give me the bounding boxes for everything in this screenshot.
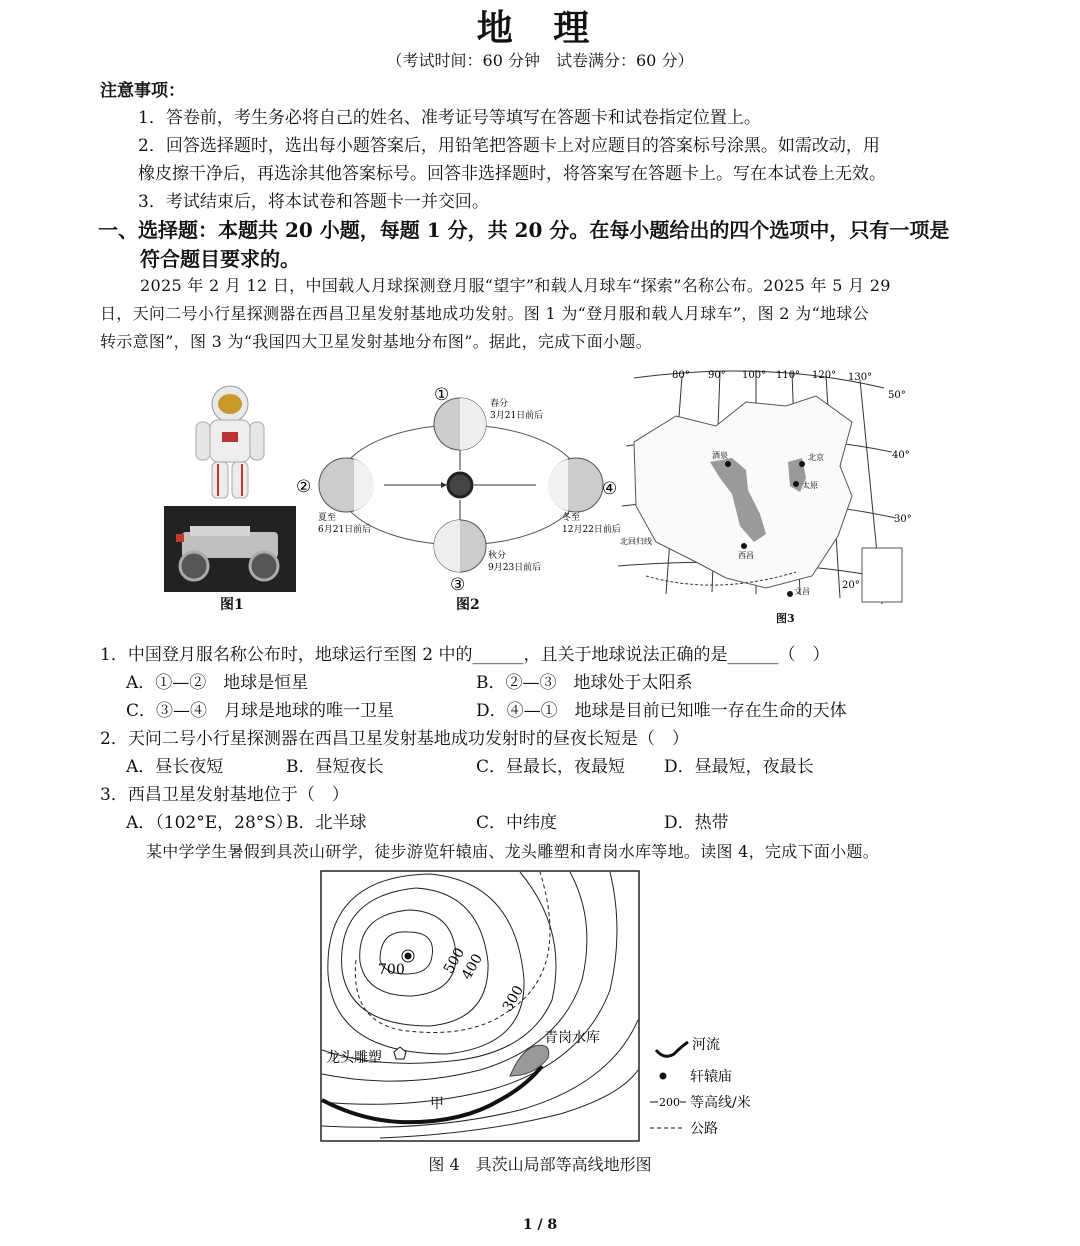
notes-item-3: 3．考试结束后，将本试卷和答题卡一并交回。 — [138, 192, 489, 212]
question-3-stem: 3．西昌卫星发射基地位于（ ） — [100, 785, 349, 805]
passage-line-1: 2025 年 2 月 12 日，中国载人月球探测登月服“望宇”和载人月球车“探索”名称公布。2025 年 5 月 29 — [140, 276, 891, 295]
exam-info: （考试时间：60 分钟 试卷满分：60 分） — [386, 51, 694, 70]
contour-label-700: 700 — [378, 962, 405, 978]
lon-110: 110° — [776, 370, 801, 381]
beijing-label: 北京 — [808, 453, 824, 462]
reservoir-label: 青岗水库 — [544, 1030, 600, 1046]
earth-position-4 — [548, 458, 603, 512]
question-2-option-c[interactable]: C．昼最长，夜最短 — [476, 757, 626, 777]
section-heading-line1: 一、选择题：本题共 20 小题，每题 1 分，共 20 分。在每小题给出的四个选项中，只有一项是 — [98, 218, 950, 242]
contour-label-400: 400 — [458, 951, 487, 983]
passage-2: 某中学学生暑假到具茨山研学，徒步游览轩辕庙、龙头雕塑和青岗水库等地。读图 4，完成下面小题。 — [146, 842, 880, 861]
question-1-option-b[interactable]: B．②—③ 地球处于太阳系 — [476, 673, 693, 693]
lat-40: 40° — [892, 450, 910, 461]
contour-label-500: 500 — [440, 945, 469, 977]
xichang-label: 西昌 — [738, 551, 754, 560]
question-1-option-d[interactable]: D．④—① 地球是目前已知唯一存在生命的天体 — [476, 701, 847, 721]
xuanyuan-temple-icon — [405, 953, 412, 960]
spring-equinox-date: 3月21日前后 — [490, 411, 544, 421]
question-3-option-a[interactable]: A．（102°E，28°S） — [126, 813, 293, 833]
lat-30: 30° — [894, 514, 912, 525]
wenchang-label: 文昌 — [794, 587, 810, 596]
south-china-sea-inset — [862, 548, 902, 602]
lon-100: 100° — [742, 370, 767, 381]
position-4-label: ④ — [602, 479, 618, 499]
figure-4-caption: 图 4 具茨山局部等高线地形图 — [428, 1155, 652, 1174]
spring-equinox-name: 春分 — [490, 399, 509, 409]
section-heading-line2: 符合题目要求的。 — [140, 247, 300, 271]
earth-position-2 — [319, 458, 374, 512]
notes-item-1: 1．答卷前，考生务必将自己的姓名、准考证号等填写在答题卡和试卷指定位置上。 — [138, 108, 761, 128]
summer-solstice-name: 夏至 — [318, 513, 337, 523]
map-legend — [650, 1036, 751, 1137]
question-1-option-a[interactable]: A．①—② 地球是恒星 — [126, 673, 309, 693]
spacesuit-illustration — [196, 386, 264, 498]
passage-line-2: 日，天问二号小行星探测器在西昌卫星发射基地成功发射。图 1 为“登月服和载人月球车”，图 2 为“地球公 — [100, 304, 869, 323]
position-2-label: ② — [296, 477, 312, 497]
dragon-statue-label: 龙头雕塑 — [326, 1050, 382, 1066]
autumn-equinox-name: 秋分 — [488, 551, 507, 561]
lon-120: 120° — [812, 370, 837, 381]
question-2-stem: 2．天问二号小行星探测器在西昌卫星发射基地成功发射时的昼夜长短是（ ） — [100, 729, 689, 749]
question-1-option-c[interactable]: C．③—④ 月球是地球的唯一卫星 — [126, 701, 395, 721]
contour-label-300: 300 — [499, 983, 528, 1015]
winter-solstice-date: 12月22日前后 — [562, 525, 621, 535]
taiyuan-label: 太原 — [802, 481, 818, 490]
figure-2-caption: 图2 — [456, 597, 480, 613]
question-3-option-d[interactable]: D．热带 — [664, 813, 729, 833]
legend-road: 公路 — [690, 1121, 718, 1137]
point-jia-label: 甲 — [430, 1096, 444, 1112]
lat-50: 50° — [888, 390, 906, 401]
legend-temple: 轩辕庙 — [690, 1069, 732, 1085]
summer-solstice-date: 6月21日前后 — [318, 525, 372, 535]
notes-item-2a: 2．回答选择题时，选出每小题答案后，用铅笔把答题卡上对应题目的答案标号涂黑。如需改动，用 — [138, 136, 880, 156]
legend-river: 河流 — [692, 1037, 720, 1053]
earth-position-1 — [434, 398, 486, 450]
jiuquan-label: 酒泉 — [712, 451, 728, 460]
lat-20: 20° — [842, 580, 860, 591]
figure-4 — [320, 870, 760, 1146]
notes-item-2b: 橡皮擦干净后，再选涂其他答案标号。回答非选择题时，将答案写在答题卡上。写在本试卷上无效。 — [138, 164, 886, 184]
page-title: 地 理 — [476, 7, 604, 49]
question-2-option-b[interactable]: B．昼短夜长 — [286, 757, 384, 777]
question-3-option-c[interactable]: C．中纬度 — [476, 813, 558, 833]
legend-contour: 等高线/米 — [690, 1095, 751, 1111]
lon-90: 90° — [708, 370, 726, 381]
lon-80: 80° — [672, 370, 690, 381]
position-3-label: ③ — [450, 575, 466, 595]
figure-3 — [616, 366, 916, 628]
lon-130: 130° — [848, 372, 873, 383]
lunar-rover-illustration — [164, 506, 296, 592]
earth-position-3 — [434, 520, 486, 572]
tropic-label: 北回归线 — [620, 537, 652, 546]
figure-1 — [160, 382, 300, 612]
question-1-stem: 1．中国登月服名称公布时，地球运行至图 2 中的______，且关于地球说法正确的是______（ ） — [100, 645, 830, 665]
map-frame — [321, 871, 639, 1141]
position-1-label: ① — [434, 385, 450, 405]
figure-3-caption: 图3 — [776, 612, 795, 625]
notes-heading: 注意事项： — [100, 81, 185, 101]
passage-line-3: 转示意图”，图 3 为“我国四大卫星发射基地分布图”。据此，完成下面小题。 — [100, 332, 652, 351]
winter-solstice-name: 冬至 — [562, 513, 581, 523]
autumn-equinox-date: 9月23日前后 — [488, 563, 542, 573]
question-2-option-a[interactable]: A．昼长夜短 — [126, 757, 224, 777]
question-2-option-d[interactable]: D．昼最短，夜最长 — [664, 757, 814, 777]
question-3-option-b[interactable]: B．北半球 — [286, 813, 367, 833]
sun-icon — [448, 473, 472, 497]
figure-2 — [296, 382, 626, 614]
legend-contour-value: 200 — [659, 1096, 680, 1109]
figure-1-caption: 图1 — [220, 597, 244, 613]
page-number: 1 / 8 — [522, 1217, 558, 1233]
